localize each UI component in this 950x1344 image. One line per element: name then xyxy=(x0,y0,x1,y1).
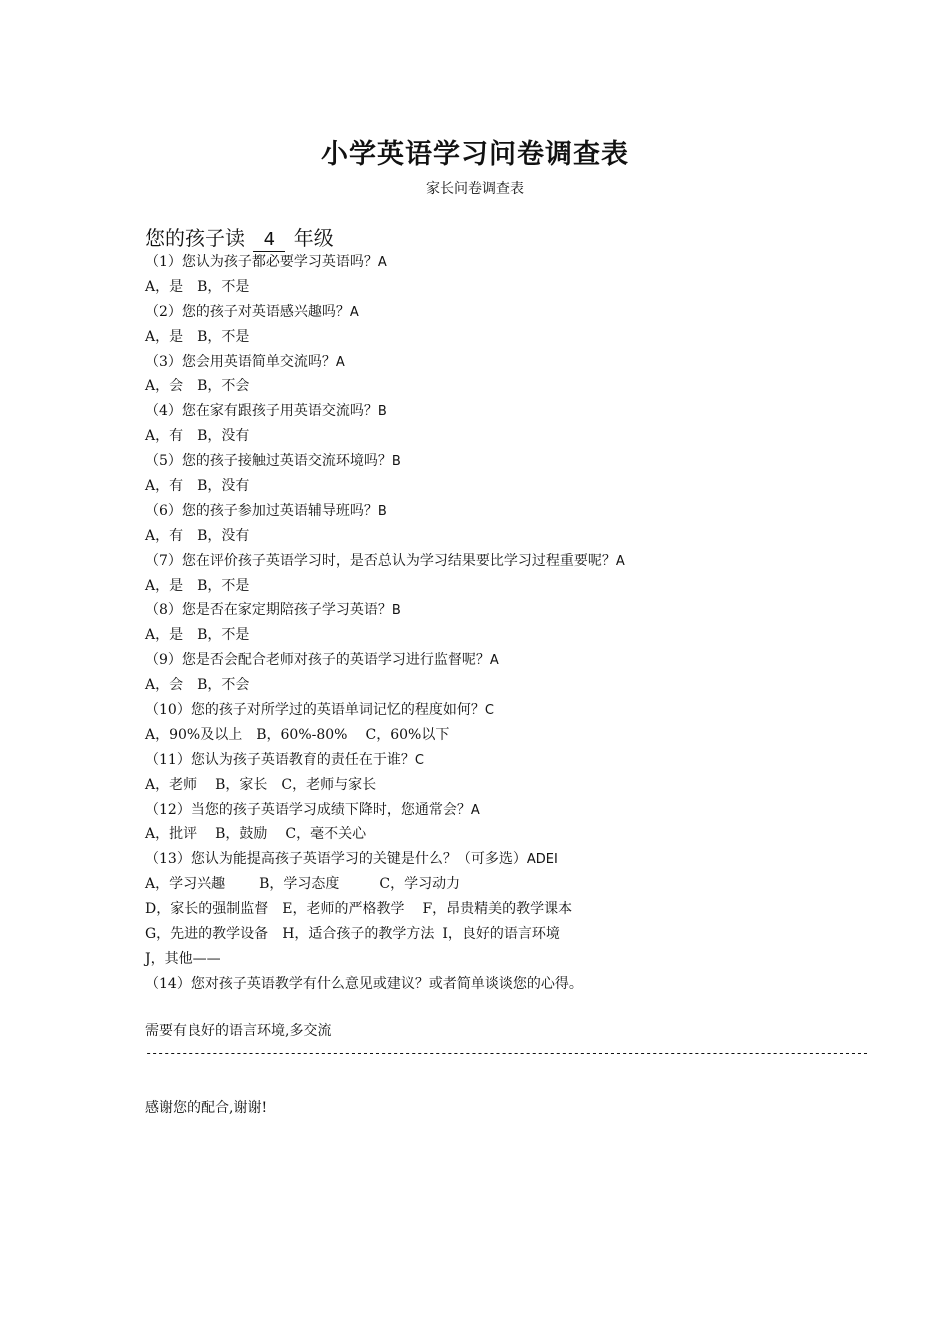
question-5 xyxy=(145,449,845,474)
question-answer: C xyxy=(484,703,494,719)
option: C，学习动力 xyxy=(379,876,461,893)
option: A，批评 xyxy=(145,826,198,843)
option: B，家长 xyxy=(215,776,268,793)
options-9 xyxy=(145,673,845,698)
question-9 xyxy=(145,648,845,673)
question-4 xyxy=(145,399,845,424)
option: A，老师 xyxy=(145,776,198,793)
option: A，是 xyxy=(145,627,184,644)
thanks-note: 感谢您的配合,谢谢! xyxy=(145,1100,268,1116)
options-10 xyxy=(145,723,845,748)
options-7 xyxy=(145,574,845,599)
question-answer: ADEI xyxy=(526,852,558,868)
options-3 xyxy=(145,374,845,399)
option: A，学习兴趣 xyxy=(145,876,226,893)
option: B，不是 xyxy=(197,278,250,295)
question-text: （9）您是否会配合老师对孩子的英语学习进行监督呢？ xyxy=(145,652,490,669)
option: A，有 xyxy=(145,527,184,544)
option: B，不是 xyxy=(197,328,250,345)
question-12 xyxy=(145,798,845,823)
options-11 xyxy=(145,773,845,798)
options-6 xyxy=(145,524,845,549)
option: B，没有 xyxy=(197,428,250,445)
question-11 xyxy=(145,748,845,773)
question-3 xyxy=(145,350,845,375)
question-14 xyxy=(145,972,845,997)
option: B，没有 xyxy=(197,527,250,544)
question-answer: A xyxy=(335,354,345,370)
question-answer: B xyxy=(377,503,387,519)
option: I，良好的语言环境 xyxy=(442,926,560,943)
dashed-divider: ------------------------------------------------------------------------------------------------------------------------ xyxy=(145,1046,868,1060)
options-1 xyxy=(145,275,845,300)
option: A，是 xyxy=(145,328,184,345)
question-answer: A xyxy=(489,653,499,669)
options-13-row-3 xyxy=(145,922,845,947)
option: A，有 xyxy=(145,478,184,495)
question-text: （13）您认为能提高孩子英语学习的关键是什么？（可多选） xyxy=(145,851,527,868)
question-2 xyxy=(145,300,845,325)
option: H，适合孩子的教学方法 xyxy=(282,926,435,943)
option: B，鼓励 xyxy=(215,826,268,843)
option: B，学习态度 xyxy=(259,876,340,893)
question-text: （4）您在家有跟孩子用英语交流吗？ xyxy=(145,403,378,420)
question-answer: A xyxy=(470,802,480,818)
option: E，老师的严格教学 xyxy=(282,901,405,918)
question-13 xyxy=(145,847,845,872)
options-2 xyxy=(145,325,845,350)
question-10 xyxy=(145,698,845,723)
question-text: （10）您的孩子对所学过的英语单词记忆的程度如何？ xyxy=(145,702,485,719)
question-answer: A xyxy=(377,255,387,270)
option: A，会 xyxy=(145,378,184,395)
grade-value: 4 xyxy=(253,229,285,252)
page-title: 小学英语学习问卷调查表 xyxy=(321,139,629,170)
question-list xyxy=(145,250,845,997)
option: B，不会 xyxy=(197,378,250,395)
question-answer: B xyxy=(391,603,401,619)
question-text: （11）您认为孩子英语教育的责任在于谁？ xyxy=(145,751,415,768)
question-text: （5）您的孩子接触过英语交流环境吗？ xyxy=(145,453,392,470)
option: A，是 xyxy=(145,577,184,594)
options-8 xyxy=(145,623,845,648)
option: C，老师与家长 xyxy=(281,776,377,793)
options-13-row-1 xyxy=(145,872,845,897)
grade-prefix: 您的孩子读 xyxy=(145,226,245,250)
question-7 xyxy=(145,549,845,574)
free-answer-text: 需要有良好的语言环境,多交流 xyxy=(145,1023,332,1039)
grade-line xyxy=(145,222,334,252)
question-answer: A xyxy=(349,304,359,320)
option: J，其他—— xyxy=(145,950,221,967)
question-answer: C xyxy=(414,752,424,768)
option: A，会 xyxy=(145,677,184,694)
question-text: （7）您在评价孩子英语学习时，是否总认为学习结果要比学习过程重要呢？ xyxy=(145,552,616,569)
option: B，没有 xyxy=(197,478,250,495)
options-5 xyxy=(145,474,845,499)
options-13-row-4 xyxy=(145,947,845,972)
question-answer: B xyxy=(377,404,387,420)
option: C，毫不关心 xyxy=(285,826,367,843)
question-answer: A xyxy=(615,553,625,569)
option: B，不会 xyxy=(197,677,250,694)
grade-suffix: 年级 xyxy=(293,226,334,250)
question-8 xyxy=(145,598,845,623)
option: B，不是 xyxy=(197,577,250,594)
question-text: （8）您是否在家定期陪孩子学习英语？ xyxy=(145,602,392,619)
question-text: （3）您会用英语简单交流吗？ xyxy=(145,353,336,370)
question-answer: B xyxy=(391,454,401,470)
option: A，有 xyxy=(145,428,184,445)
option: F，昂贵精美的教学课本 xyxy=(422,901,573,918)
options-13-row-2 xyxy=(145,897,845,922)
option: B，不是 xyxy=(197,627,250,644)
question-text: （14）您对孩子英语教学有什么意见或建议？或者简单谈谈您的心得。 xyxy=(145,975,583,992)
option: B，60%-80% xyxy=(256,726,348,743)
option: G，先进的教学设备 xyxy=(145,926,269,943)
options-4 xyxy=(145,424,845,449)
option: C，60%以下 xyxy=(365,726,450,743)
question-text: （6）您的孩子参加过英语辅导班吗？ xyxy=(145,502,378,519)
question-text: （1）您认为孩子都必要学习英语吗？ xyxy=(145,254,378,270)
option: A，是 xyxy=(145,278,184,295)
options-12 xyxy=(145,822,845,847)
option: D，家长的强制监督 xyxy=(145,901,269,918)
question-1 xyxy=(145,250,845,275)
question-6 xyxy=(145,499,845,524)
question-text: （12）当您的孩子英语学习成绩下降时，您通常会？ xyxy=(145,801,471,818)
page-subtitle: 家长问卷调查表 xyxy=(426,181,524,197)
option: A，90%及以上 xyxy=(145,726,243,743)
question-text: （2）您的孩子对英语感兴趣吗？ xyxy=(145,303,350,320)
